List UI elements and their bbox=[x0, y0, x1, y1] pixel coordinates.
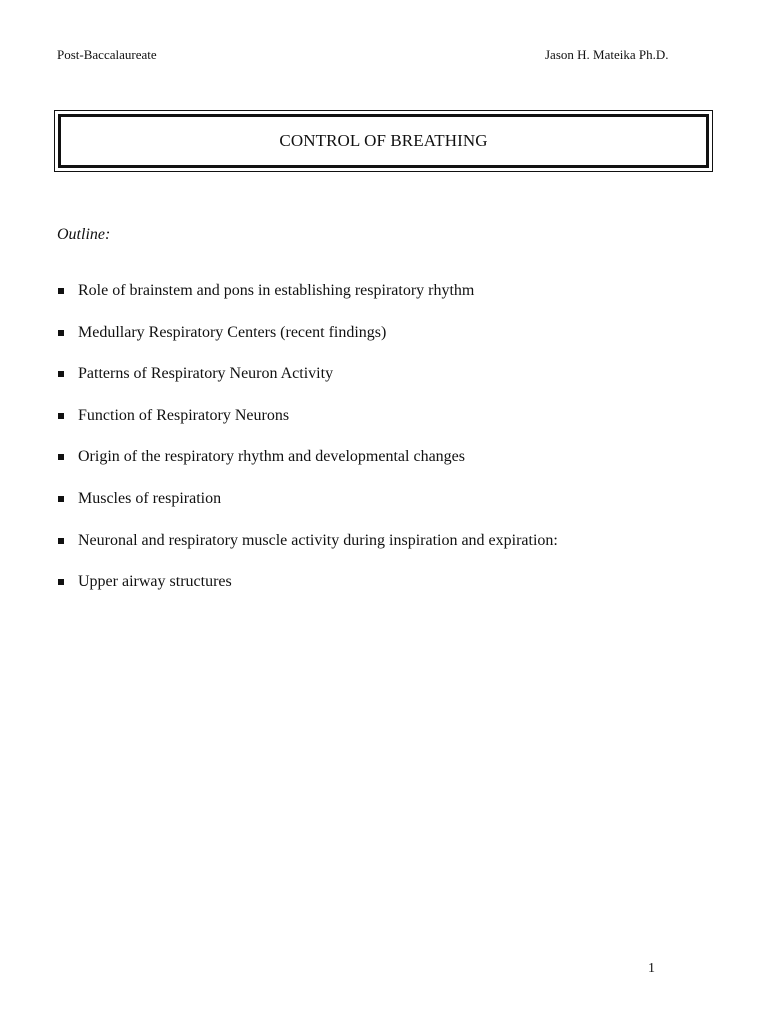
title-box bbox=[54, 110, 713, 172]
outline-item bbox=[57, 323, 717, 343]
outline-item-text: Neuronal and respiratory muscle activity during inspiration and expiration: bbox=[78, 531, 558, 549]
outline-list bbox=[57, 281, 717, 614]
square-bullet-icon bbox=[58, 371, 64, 377]
square-bullet-icon bbox=[58, 413, 64, 419]
title-inner-border bbox=[58, 114, 709, 168]
outline-item-text: Patterns of Respiratory Neuron Activity bbox=[78, 365, 334, 383]
document-title: CONTROL OF BREATHING bbox=[279, 131, 488, 150]
outline-item-text: Medullary Respiratory Centers (recent findings) bbox=[78, 323, 387, 341]
outline-item bbox=[57, 531, 717, 551]
outline-item bbox=[57, 364, 717, 384]
square-bullet-icon bbox=[58, 330, 64, 336]
square-bullet-icon bbox=[58, 538, 64, 544]
outline-item-text: Muscles of respiration bbox=[78, 489, 222, 507]
header-author-name: Jason H. Mateika Ph.D. bbox=[545, 47, 669, 62]
outline-item-text: Origin of the respiratory rhythm and developmental changes bbox=[78, 448, 465, 466]
outline-item bbox=[57, 572, 717, 592]
outline-item-text: Function of Respiratory Neurons bbox=[78, 406, 290, 424]
outline-item bbox=[57, 281, 717, 301]
square-bullet-icon bbox=[58, 288, 64, 294]
square-bullet-icon bbox=[58, 496, 64, 502]
outline-item-text: Role of brainstem and pons in establishing respiratory rhythm bbox=[78, 282, 475, 299]
outline-item-text: Upper airway structures bbox=[78, 573, 232, 591]
outline-item bbox=[57, 489, 717, 509]
page-number: 1 bbox=[648, 961, 655, 976]
outline-item bbox=[57, 447, 717, 467]
outline-item bbox=[57, 406, 717, 426]
outline-label: Outline: bbox=[57, 226, 111, 243]
header-course-label: Post-Baccalaureate bbox=[57, 47, 157, 62]
square-bullet-icon bbox=[58, 579, 64, 585]
square-bullet-icon bbox=[58, 454, 64, 460]
